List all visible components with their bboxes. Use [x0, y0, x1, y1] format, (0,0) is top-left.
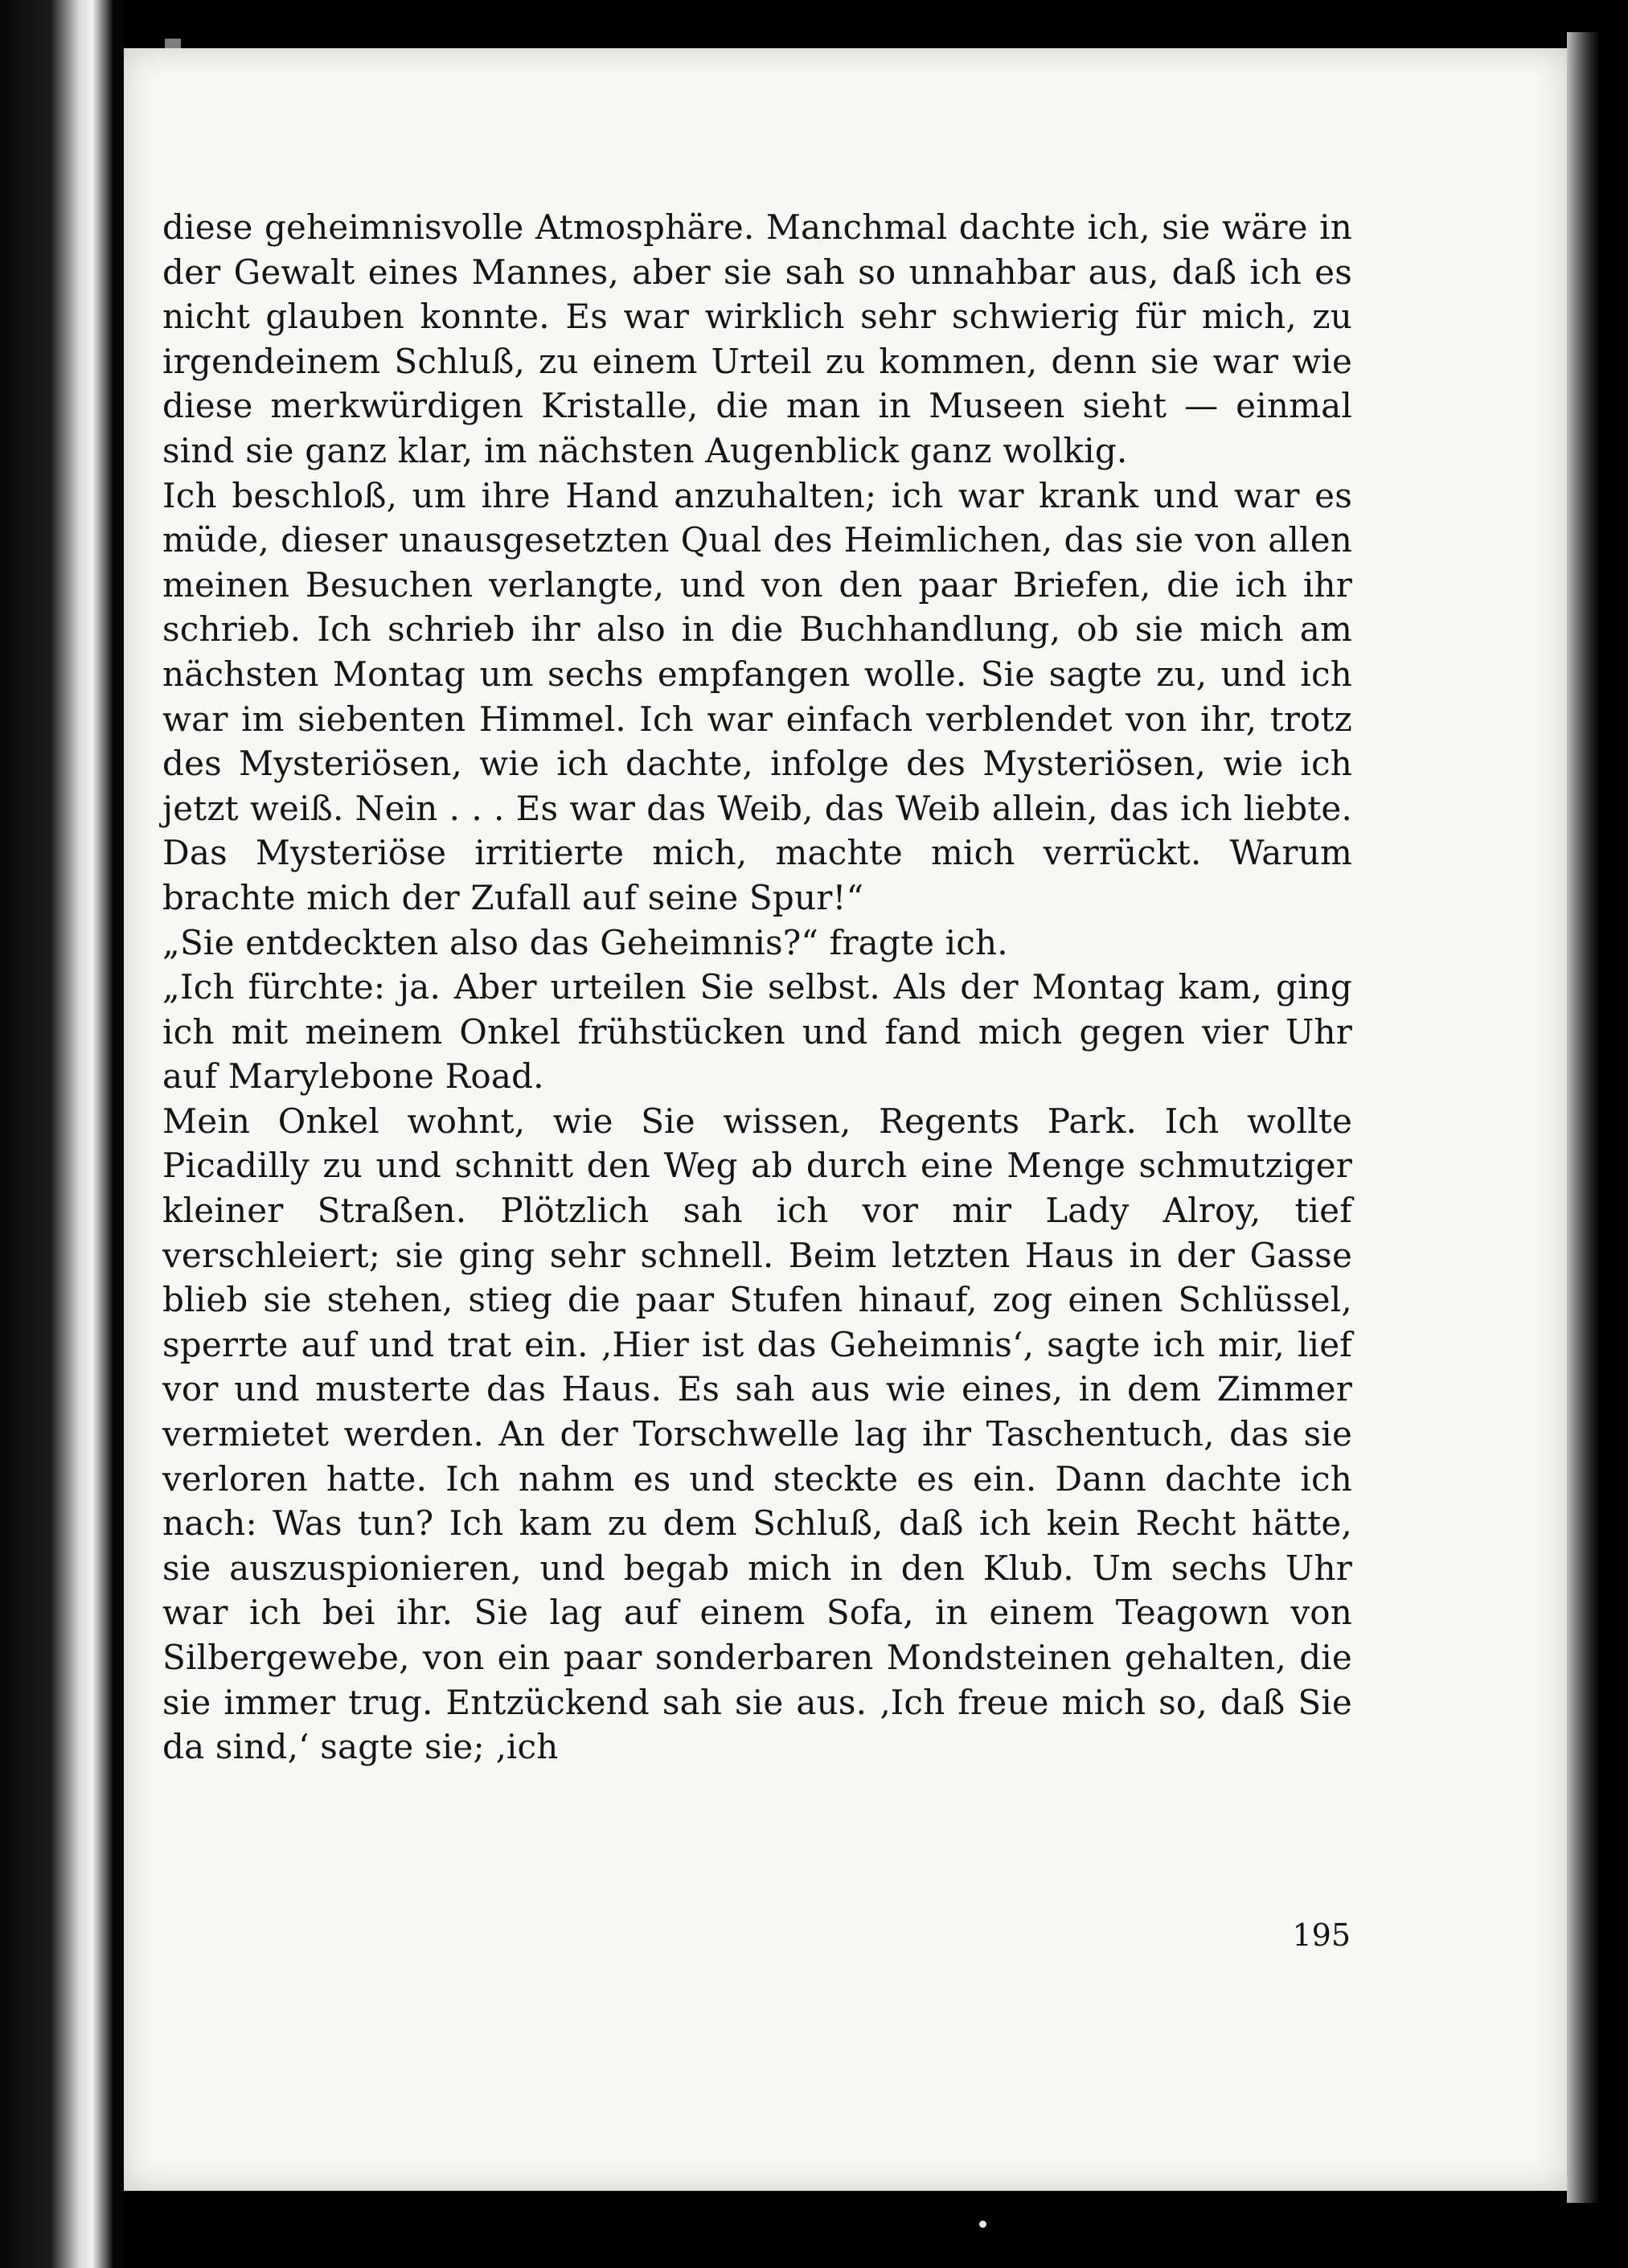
page-number: 195 [1292, 1917, 1351, 1953]
paragraph: Mein Onkel wohnt, wie Sie wissen, Regents Park. Ich wollte Picadilly zu und schnitt den Weg ab durch eine Menge schmutziger kleiner Straßen. Plötzlich sah ich vor mir Lady Alroy, tief verschleiert; sie ging sehr schnell. Beim letzten Haus in der Gasse blieb sie stehen, stieg die paar Stufen hinauf, zog einen Schlüssel, sperrte auf und trat ein. ‚Hier ist das Geheimnis‘, sagte ich mir, lief vor und musterte das Haus. Es sah aus wie eines, in dem Zimmer vermietet werden. An der Torschwelle lag ihr Taschentuch, das sie verloren hatte. Ich nahm es und steckte es ein. Dann dachte ich nach: Was tun? Ich kam zu dem Schluß, daß ich kein Recht hätte, sie auszuspionieren, und begab mich in den Klub. Um sechs Uhr war ich bei ihr. Sie lag auf einem Sofa, in einem Teagown von Silbergewebe, von ein paar sonderbaren Mondsteinen gehalten, die sie immer trug. Entzückend sah sie aus. ‚Ich freue mich so, daß Sie da sind,‘ sagte sie; ‚ich [162, 1101, 1352, 1767]
paragraph: „Sie entdeckten also das Geheimnis?“ fragte ich. [162, 922, 1008, 962]
book-gutter [113, 0, 124, 2268]
scan-artifact-dot [979, 2221, 986, 2228]
left-page-edge [0, 0, 113, 2268]
paragraph: Ich beschloß, um ihre Hand anzuhalten; ich war krank und war es müde, dieser unausgesetzten Qual des Heimlichen, das sie von allen meinen Besuchen verlangte, und von den paar Briefen, die ich ihr schrieb. Ich schrieb ihr also in die Buchhandlung, ob sie mich am nächsten Montag um sechs empfangen wolle. Sie sagte zu, und ich war im siebenten Himmel. Ich war einfach verblendet von ihr, trotz des Mysteriösen, wie ich dachte, infolge des Mysteriösen, wie ich jetzt weiß. Nein . . . Es war das Weib, das Weib allein, das ich liebte. Das Mysteriöse irritierte mich, machte mich verrückt. Warum brachte mich der Zufall auf seine Spur!“ [162, 475, 1352, 917]
right-page-shadow [1567, 32, 1599, 2203]
paragraph: „Ich fürchte: ja. Aber urteilen Sie selbst. Als der Montag kam, ging ich mit meinem Onkel frühstücken und fand mich gegen vier Uhr auf Marylebone Road. [162, 967, 1352, 1097]
body-text [162, 205, 1352, 1770]
paragraph: diese geheimnisvolle Atmosphäre. Manchmal dachte ich, sie wäre in der Gewalt eines Mannes, aber sie sah so unnahbar aus, daß ich es nicht glauben konnte. Es war wirklich sehr schwierig für mich, zu irgendeinem Schluß, zu einem Urteil zu kommen, denn sie war wie diese merkwürdigen Kristalle, die man in Museen sieht — einmal sind sie ganz klar, im nächsten Augenblick ganz wolkig. [162, 207, 1352, 470]
